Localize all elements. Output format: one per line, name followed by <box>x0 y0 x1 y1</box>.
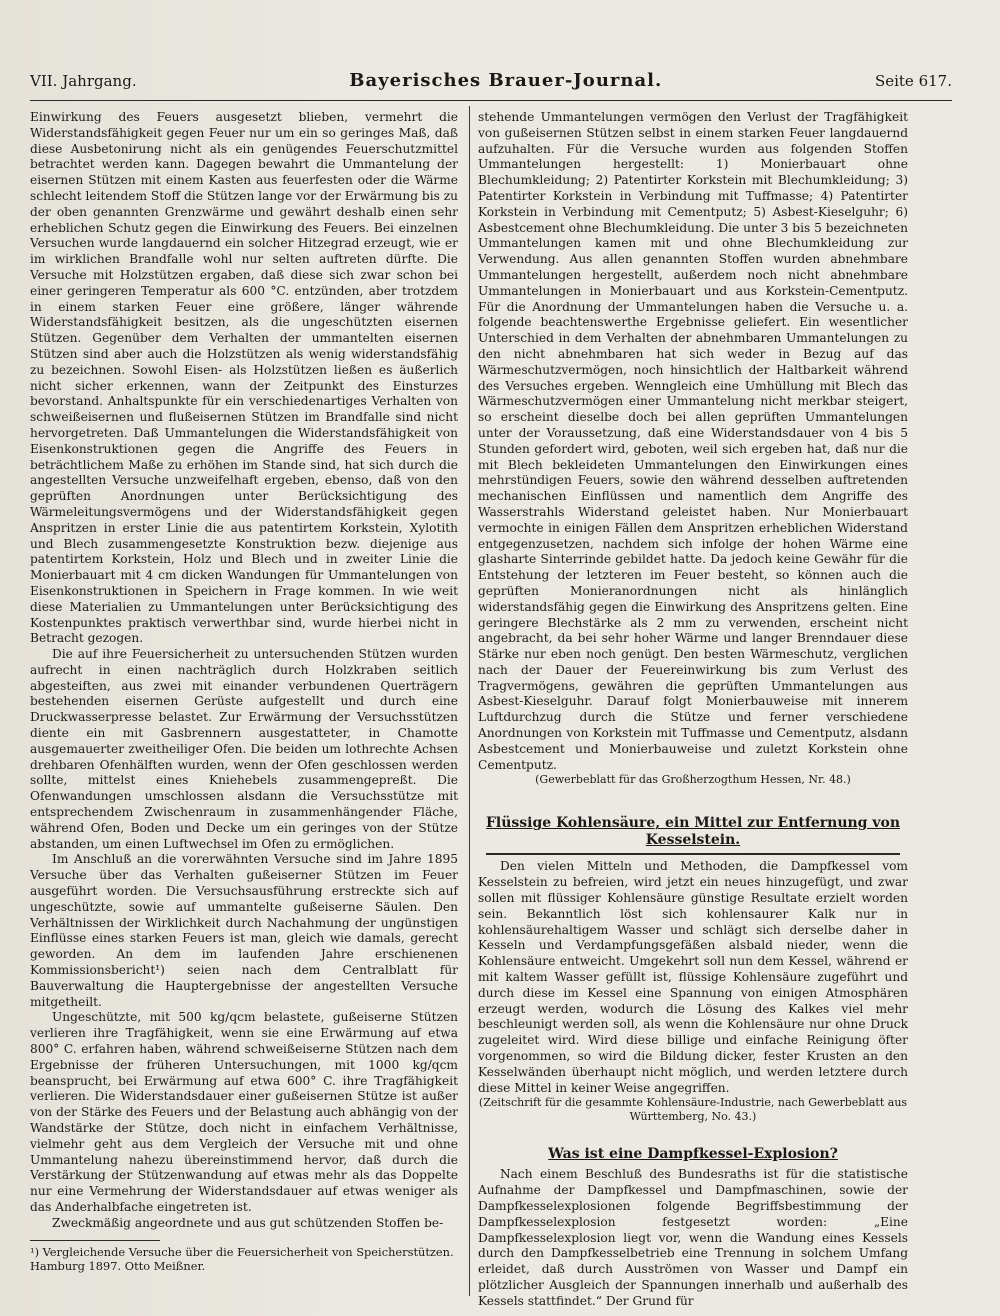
paragraph: Einwirkung des Feuers ausgesetzt blieben, vermehrt die Widerstandsfähigkeit gegen Feuer nur um ein so geringes Maß, daß diese Ausbetonirung nicht als ein genügendes Feuerschutzmittel betrachtet werden kann. Dagegen bewahrt die Ummantelung der eisernen Stützen mit einem Kasten aus feuerfesten oder die Wärme schlecht leitendem Stoff die Stützen lange vor der Erwärmung bis zu der oben genannten Grenzwärme und gewährt deshalb einen sehr erheblichen Schutz gegen die Einwirkung des Feuers. Bei einzelnen Versuchen wurde langdauernd ein solcher Hitzegrad erzeugt, wie er im wirklichen Brandfalle wohl nur selten auftreten dürfte. Die Versuche mit Holzstützen ergaben, daß diese sich zwar schon bei einer geringeren Temperatur als 600 °C. entzünden, aber trotzdem in einem starken Feuer eine größere, länger währende Widerstandsfähigkeit besitzen, als die ungeschützten eisernen Stützen. Gegenüber dem Verhalten der ummantelten eisernen Stützen sind aber auch die Holzstützen als wenig widerstandsfähig zu bezeichnen. Sowohl Eisen- als Holzstützen ließen es äußerlich nicht sicher erkennen, wann der Zeitpunkt des Einsturzes bevorstand. Anhaltspunkte für ein verschiedenartiges Verhalten von schweißeisernen und flußeisernen Stützen im Brandfalle sind nicht hervorgetreten. Daß Ummantelungen die Widerstandsfähigkeit von Eisenkonstruktionen gegen die Angriffe des Feuers in beträchtlichem Maße zu erhöhen im Stande sind, hat sich durch die angestellten Versuche unzweifelhaft ergeben, ebenso, daß von den geprüften Anordnungen unter Berücksichtigung des Wärmeleitungsvermögens und der Widerstandsfähigkeit gegen Anspritzen in erster Linie die aus patentirtem Korkstein, Xylotith und Blech zusammengesetzte Konstruktion bezw. diejenige aus patentirtem Korkstein, Holz und Blech und in zweiter Linie die Monierbauart mit 4 cm dicken Wandungen für Ummantelungen von Eisenkonstruktionen in Speichern in Frage kommen. In wie weit diese Materialien zu Ummantelungen unter Berücksichtigung des Kostenpunktes praktisch verwerthbar sind, wurde hierbei nicht in Betracht gezogen. <box>30 110 458 646</box>
volume-label: VII. Jahrgang. <box>30 72 137 90</box>
paragraph: Die auf ihre Feuersicherheit zu untersuchenden Stützen wurden aufrecht in einen nachträglich durch Holzkraben seitlich abgesteiften, aus zwei mit einander verbundenen Querträgern bestehenden eisernen Gerüste aufgestellt und durch eine Druckwasserpresse belastet. Zur Erwärmung der Versuchsstützen diente ein mit Gasbrennern ausgestatteter, in Chamotte ausgemauerter zweitheiliger Ofen. Die beiden um lothrechte Achsen drehbaren Ofenhälften wurden, wenn der Ofen geschlossen werden sollte, mittelst eines Kniehebels zusammengepreßt. Die Ofenwandungen umschlossen alsdann die Versuchsstütze mit entsprechendem Zwischenraum in zusammenhängender Fläche, während Ofen, Boden und Decke um ein geringes von der Stütze abstanden, um einen Luftwechsel im Ofen zu ermöglichen. <box>30 647 458 851</box>
paragraph: stehende Ummantelungen vermögen den Verlust der Tragfähigkeit von gußeisernen Stützen selbst in einem starken Feuer langdauernd aufzuhalten. Für die Versuche wurden aus folgenden Stoffen Ummantelungen hergestellt: 1) Monierbauart ohne Blechumkleidung; 2) Patentirter Korkstein mit Blechumkleidung; 3) Patentirter Korkstein in Verbindung mit Tuffmasse; 4) Patentirter Korkstein in Verbindung mit Cementputz; 5) Asbest-Kieselguhr; 6) Asbestcement ohne Blechumkleidung. Die unter 3 bis 5 bezeichneten Ummantelungen kamen mit und ohne Blechumkleidung zur Verwendung. Aus allen genannten Stoffen wurden abnehmbare Ummantelungen hergestellt, außerdem noch nicht abnehmbare Ummantelungen in Monierbauart und aus Korkstein-Cementputz. Für die Anordnung der Ummantelungen haben die Versuche u. a. folgende beachtenswerthe Ergebnisse geliefert. Ein wesentlicher Unterschied in dem Verhalten der abnehmbaren Ummantelungen zu den nicht abnehmbaren hat sich weder in Bezug auf das Wärmeschutzvermögen, noch hinsichtlich der Haltbarkeit während des Versuches ergeben. Wenngleich eine Umhüllung mit Blech das Wärmeschutzvermögen einer Ummantelung nicht merkbar steigert, so erscheint dieselbe doch bei allen geprüften Ummantelungen unter der Voraussetzung, daß eine Widerstandsdauer von 4 bis 5 Stunden gefordert wird, geboten, weil sich ergeben hat, daß nur die mit Blech bekleideten Ummantelungen den Einwirkungen eines mehrstündigen Feuers, sowie den während desselben auftretenden mechanischen Einflüssen und namentlich dem Angriffe des Wasserstrahls Widerstand geleistet haben. Nur Monierbauart vermochte in einigen Fällen dem Anspritzen erheblichen Widerstand entgegenzusetzen, nachdem sich infolge der hohen Wärme eine glasharte Sinterrinde gebildet hatte. Da jedoch keine Gewähr für die Entstehung der letzteren im Feuer besteht, so können auch die geprüften Monieranordnungen nicht als hinlänglich widerstandsfähig gegen die Einwirkung des Anspritzens gelten. Eine geringere Blechstärke als 2 mm zu verwenden, erscheint nicht angebracht, da bei sehr hoher Wärme und langer Brenndauer diese Stärke nur eben noch genügt. Den besten Wärmeschutz, verglichen nach der Dauer der Feuereinwirkung bis zum Verlust des Tragvermögens, gewähren die geprüften Ummantelungen aus Asbest-Kieselguhr. Darauf folgt Monierbauweise mit innerem Luftdurchzug durch die Stütze und ferner verschiedene Anordnungen von Korkstein mit Tuffmasse und Cementputz, alsdann Asbestcement und Monierbauweise und zuletzt Korkstein ohne Cementputz. <box>478 110 908 772</box>
article-title-text: Was ist eine Dampfkessel-Explosion? <box>548 1146 838 1163</box>
left-column <box>30 110 458 1274</box>
article-title <box>478 815 908 849</box>
paragraph: Im Anschluß an die vorerwähnten Versuche sind im Jahre 1895 Versuche über das Verhalten gußeiserner Stützen im Feuer ausgeführt worden. Die Versuchsausführung erstreckte sich auf ungeschützte, sowie auf ummantelte gußeiserne Säulen. Den Verhältnissen der Wirklichkeit durch Nachahmung der ungünstigen Einflüsse eines starken Feuers ist man, gleich wie damals, gerecht geworden. An dem im laufenden Jahre erschienenen Kommissionsbericht¹) seien nach dem Centralblatt für Bauverwaltung die Hauptergebnisse der angestellten Versuche mitgetheilt. <box>30 852 458 1009</box>
paragraph: Nach einem Beschluß des Bundesraths ist für die statistische Aufnahme der Dampfkessel und Dampfmaschinen, sowie der Dampfkesselexplosionen folgende Begriffsbestimmung der Dampfkesselexplosion festgesetzt worden: „Eine Dampfkesselexplosion liegt vor, wenn die Wandung eines Kessels durch den Dampfkesselbetrieb eine Trennung in solchem Umfang erleidet, daß durch Ausströmen von Wasser und Dampf ein plötzlicher Ausgleich der Spannungen innerhalb und außerhalb des Kessels stattfindet.“ Der Grund für <box>478 1167 908 1308</box>
source-citation: (Gewerbeblatt für das Großherzogthum Hessen, Nr. 48.) <box>535 773 851 787</box>
paragraph: Den vielen Mitteln und Methoden, die Dampfkessel vom Kesselstein zu befreien, wird jetzt ein neues hinzugefügt, und zwar sollen mit flüssiger Kohlensäure günstige Resultate erzielt worden sein. Bekanntlich löst sich kohlensaurer Kalk nur in kohlensäurehaltigem Wasser und schlägt sich derselbe daher in Kesseln und Verdampfungsgefäßen alsbald nieder, wenn die Kohlensäure entweicht. Umgekehrt soll nun dem Kessel, während er mit kaltem Wasser gefüllt ist, flüssige Kohlensäure zugeführt und durch diese im Kessel eine Spannung von einigen Atmosphären erzeugt werden, wodurch die Lösung des Kalkes viel mehr beschleunigt werden soll, als wenn die Kohlensäure nur ohne Druck zugeleitet wird. Wird diese billige und einfache Reinigung öfter vorgenommen, so wird die Bildung dicker, fester Krusten an den Kesselwänden überhaupt nicht möglich, und werden letztere durch diese Mittel in keiner Weise angegriffen. <box>478 859 908 1095</box>
right-column <box>478 110 908 1310</box>
page-number: Seite 617. <box>874 72 952 90</box>
footnote-rule <box>30 1240 160 1241</box>
paragraph: Zweckmäßig angeordnete und aus gut schützenden Stoffen be- <box>52 1215 444 1230</box>
title-rule <box>486 853 900 855</box>
footnote: ¹) Vergleichende Versuche über die Feuersicherheit von Speicherstützen. Hamburg 1897. Otto Meißner. <box>30 1244 454 1274</box>
running-header <box>30 70 952 101</box>
paragraph: Ungeschützte, mit 500 kg/qcm belastete, gußeiserne Stützen verlieren ihre Tragfähigkeit, wenn sie eine Erwärmung auf etwa 800° C. erfahren haben, während schweißeiserne Stützen nach dem Ergebnisse der früheren Untersuchungen, mit 1000 kg/qcm beansprucht, bei Erwärmung auf etwa 600° C. ihre Tragfähigkeit verlieren. Die Widerstandsdauer einer gußeisernen Stütze ist außer von der Stärke des Feuers und der Belastung auch abhängig von der Wandstärke der Stütze, doch nicht in einfachem Verhältnisse, vielmehr geht aus dem Vergleich der Versuche mit und ohne Ummantelung nahezu übereinstimmend hervor, daß durch die Verstärkung der Stützenwandung auf etwas mehr als das Doppelte nur eine Vermehrung der Widerstandsdauer auf etwas weniger als das Anderhalbfache eingetreten ist. <box>30 1010 458 1214</box>
article-title <box>478 1146 908 1163</box>
journal-title: Bayerisches Brauer-Journal. <box>349 70 663 91</box>
source-citation: (Zeitschrift für die gesammte Kohlensäure-Industrie, nach Gewerbeblatt aus Württemberg, No. 43.) <box>478 1096 908 1124</box>
column-divider <box>469 106 470 1296</box>
article-title-text: Flüssige Kohlensäure, ein Mittel zur Entfernung von Kesselstein. <box>485 815 900 849</box>
